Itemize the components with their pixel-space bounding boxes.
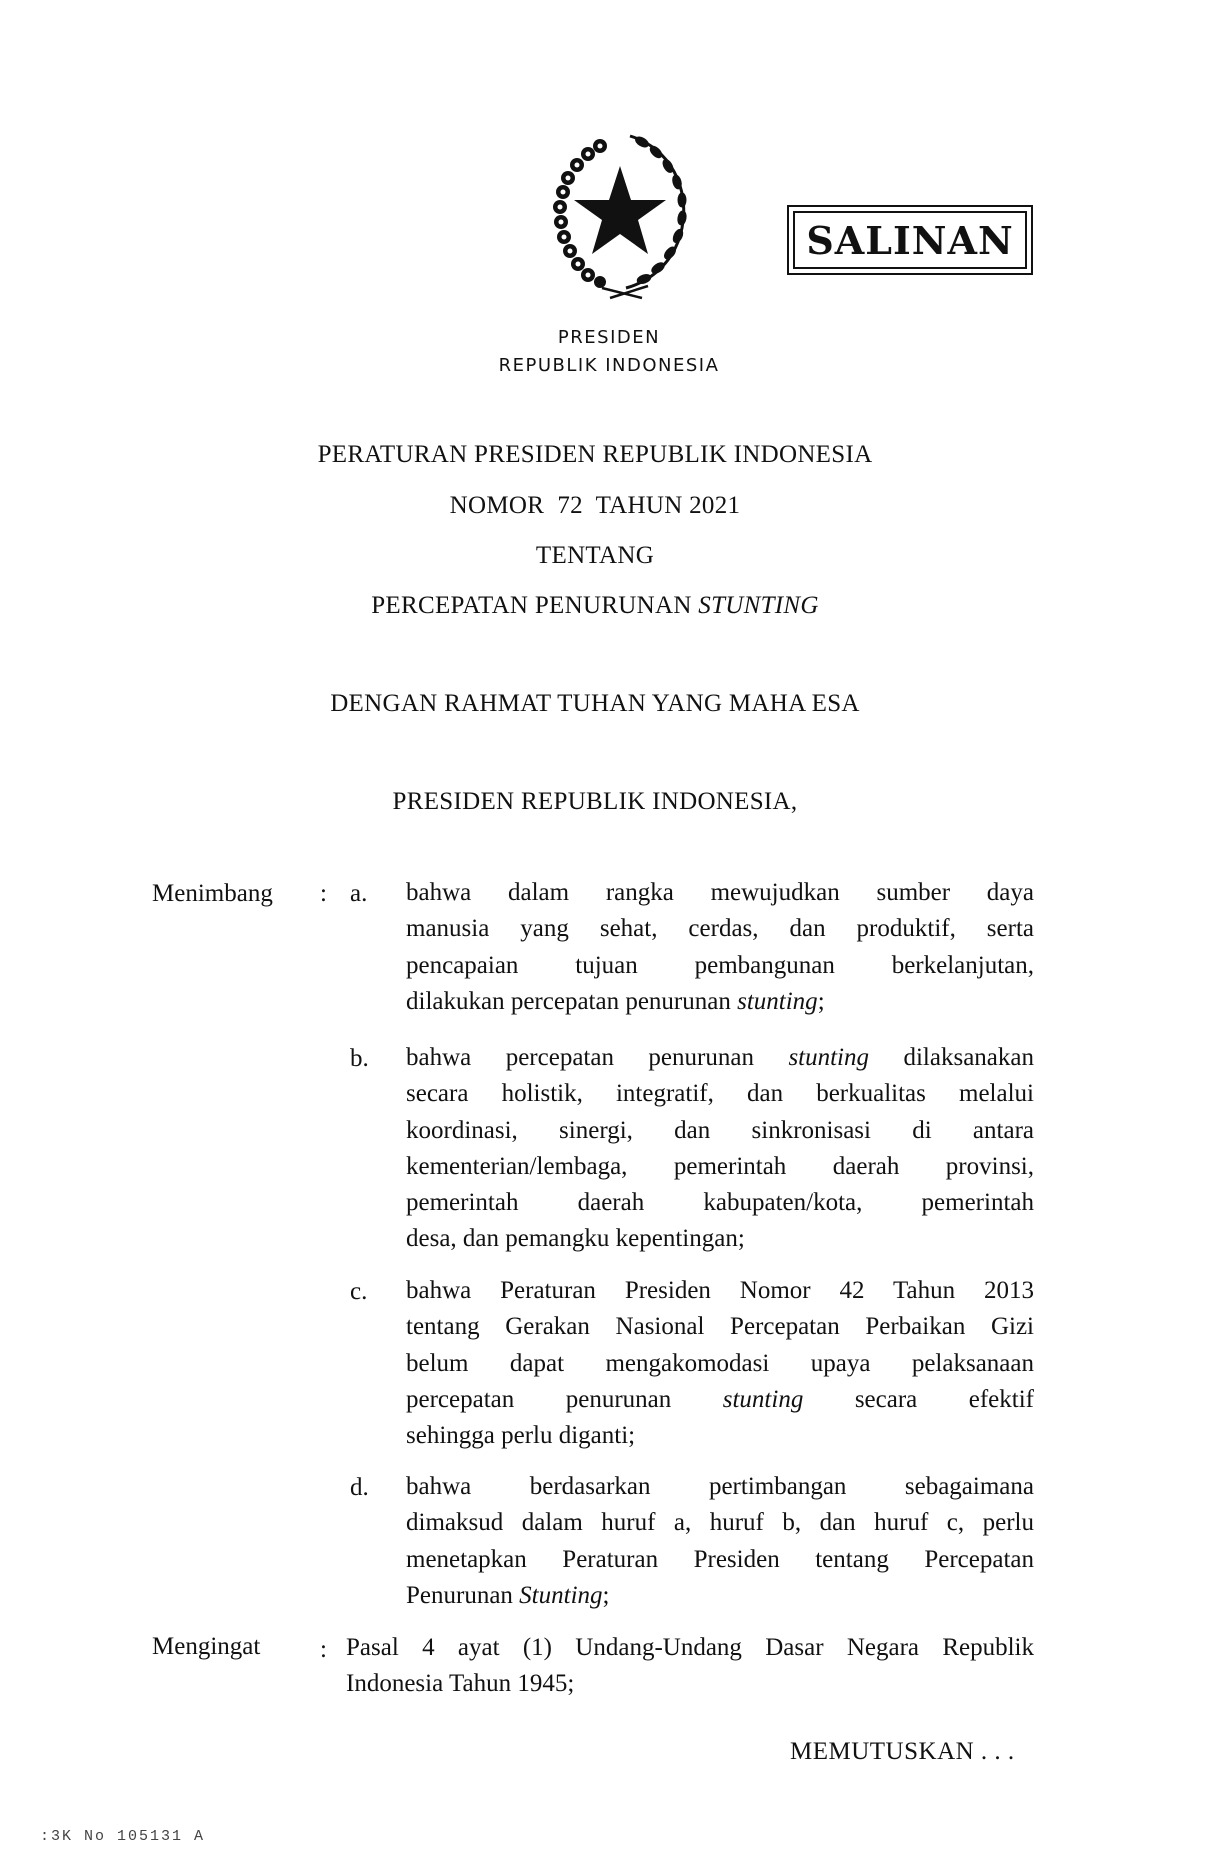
stamp-label: SALINAN <box>793 211 1027 269</box>
subject-text: PERCEPATAN PENURUNAN <box>371 592 699 619</box>
text-line: Indonesia Tahun 1945; <box>346 1670 575 1698</box>
text-segment: bahwa percepatan penurunan <box>406 1044 789 1071</box>
text-line <box>406 1040 1034 1076</box>
text-line: pencapaian tujuan pembangunan berkelanjutan, <box>406 951 1034 979</box>
text-line: sehingga perlu diganti; <box>406 1422 636 1450</box>
salinan-stamp <box>787 205 1033 275</box>
text-line <box>406 984 1034 1020</box>
mengingat-item <box>346 1630 1034 1703</box>
text-line: menetapkan Peraturan Presiden tentang Percepatan <box>406 1545 1034 1573</box>
menimbang-item-b <box>406 1040 1034 1258</box>
stunting-italic: stunting <box>788 1044 870 1071</box>
text-line: belum dapat mengakomodasi upaya pelaksanaan <box>406 1349 1034 1377</box>
text-segment: dilaksanakan <box>869 1044 1034 1071</box>
preamble-rahmat: DENGAN RAHMAT TUHAN YANG MAHA ESA <box>330 690 860 717</box>
text-line: koordinasi, sinergi, dan sinkronisasi di antara <box>406 1116 1034 1144</box>
regulation-number: NOMOR 72 TAHUN 2021 <box>449 492 741 519</box>
text-segment: dilakukan percepatan penurunan <box>406 987 738 1015</box>
menimbang-item-c <box>406 1273 1034 1454</box>
text-segment: secara efektif <box>803 1385 1034 1413</box>
text-line <box>406 1382 1034 1418</box>
menimbang-item-d <box>406 1469 1034 1614</box>
text-line: bahwa dalam rangka mewujudkan sumber daya <box>406 879 1034 906</box>
item-letter-b: b. <box>350 1045 369 1072</box>
text-line: dimaksud dalam huruf a, huruf b, dan huruf c, perlu <box>406 1509 1034 1537</box>
text-line: Pasal 4 ayat (1) Undang-Undang Dasar Negara Republik <box>346 1634 1034 1661</box>
menimbang-item-a <box>406 875 1034 1020</box>
subject-italic: STUNTING <box>698 592 819 619</box>
text-line: tentang Gerakan Nasional Percepatan Perbaikan Gizi <box>406 1313 1034 1341</box>
emblem-caption-republik: REPUBLIK INDONESIA <box>498 355 720 376</box>
garuda-star-emblem-icon <box>530 128 710 306</box>
mengingat-label: Mengingat <box>152 1633 261 1660</box>
item-letter-d: d. <box>350 1474 369 1501</box>
document-serial: :3K No 105131 A <box>40 1828 206 1845</box>
text-line: secara holistik, integratif, dan berkualitas melalui <box>406 1080 1034 1108</box>
stunting-italic: Stunting <box>519 1581 603 1609</box>
preamble-presiden: PRESIDEN REPUBLIK INDONESIA, <box>392 788 798 815</box>
text-line: bahwa Peraturan Presiden Nomor 42 Tahun 2013 <box>406 1277 1034 1304</box>
mengingat-colon: : <box>320 1636 327 1663</box>
regulation-subject <box>0 592 1190 620</box>
text-line: bahwa berdasarkan pertimbangan sebagaimana <box>406 1473 1034 1500</box>
text-segment: percepatan penurunan <box>406 1385 723 1413</box>
regulation-tentang: TENTANG <box>535 542 655 569</box>
item-letter-c: c. <box>350 1278 368 1305</box>
menimbang-label: Menimbang <box>152 880 273 907</box>
text-line: desa, dan pemangku kepentingan; <box>406 1225 745 1253</box>
menimbang-colon: : <box>320 880 327 907</box>
text-line: manusia yang sehat, cerdas, dan produktif, serta <box>406 915 1034 943</box>
stunting-italic: stunting <box>722 1385 804 1413</box>
text-segment: Penurunan <box>406 1581 520 1609</box>
emblem-caption-presiden: PRESIDEN <box>557 327 661 348</box>
text-line: pemerintah daerah kabupaten/kota, pemerintah <box>406 1189 1034 1217</box>
text-segment: ; <box>817 987 825 1015</box>
regulation-title: PERATURAN PRESIDEN REPUBLIK INDONESIA <box>317 441 873 468</box>
item-letter-a: a. <box>350 880 368 907</box>
continuation-marker: MEMUTUSKAN . . . <box>790 1738 1015 1765</box>
text-line: kementerian/lembaga, pemerintah daerah provinsi, <box>406 1152 1034 1180</box>
text-line <box>406 1578 1034 1614</box>
text-segment: ; <box>602 1581 610 1609</box>
stunting-italic: stunting <box>737 987 818 1015</box>
